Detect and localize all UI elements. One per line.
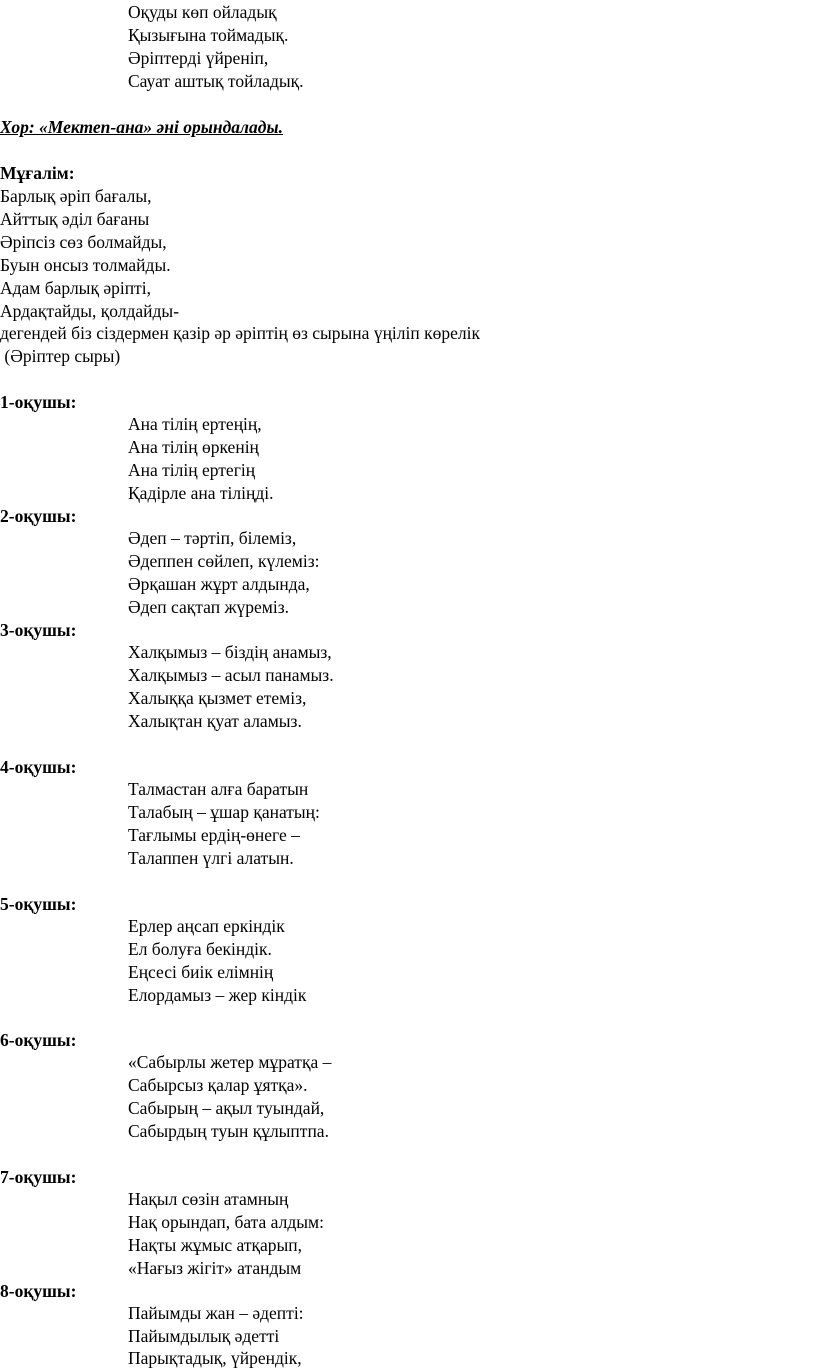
teacher-line: (Әріптер сыры) bbox=[0, 346, 121, 366]
student-label: 5-оқушы: bbox=[0, 894, 77, 914]
student-verse-line: Халқымыз – асыл панамыз. bbox=[128, 665, 334, 685]
teacher-line: Адам барлық әріпті, bbox=[0, 278, 151, 298]
student-verse-line: Ел болуға бекіндік. bbox=[128, 939, 272, 959]
intro-verse-line: Қызығына тоймадық. bbox=[128, 25, 289, 45]
student-verse-line: Халықтан қуат аламыз. bbox=[128, 711, 302, 731]
student-verse-line: Талаппен үлгі алатын. bbox=[128, 848, 294, 868]
teacher-line: Айттық әділ бағаны bbox=[0, 209, 150, 229]
student-verse-line: Пайымды жан – әдепті: bbox=[128, 1303, 304, 1323]
student-verse-line: Ана тілің ертегің bbox=[128, 460, 256, 480]
student-verse-line: Халыққа қызмет етеміз, bbox=[128, 688, 307, 708]
teacher-line: Буын онсыз толмайды. bbox=[0, 255, 171, 275]
student-verse-line: Әрқашан жұрт алдында, bbox=[128, 574, 310, 594]
intro-verse-line: Сауат аштық тойладық. bbox=[128, 71, 304, 91]
teacher-label: Мұғалім: bbox=[0, 163, 75, 183]
teacher-line: Әріпсіз сөз болмайды, bbox=[0, 232, 167, 252]
intro-verse-line: Әріптерді үйреніп, bbox=[128, 48, 269, 68]
student-verse-line: «Сабырлы жетер мұратқа – bbox=[128, 1052, 332, 1072]
student-label: 3-оқушы: bbox=[0, 620, 77, 640]
student-verse-line: Нақ орындап, бата алдым: bbox=[128, 1212, 324, 1232]
student-verse-line: Тағлымы ердің-өнеге – bbox=[128, 825, 300, 845]
student-verse-line: Сабырдың туын құлыптпа. bbox=[128, 1121, 329, 1141]
student-label: 6-оқушы: bbox=[0, 1030, 77, 1050]
student-verse-line: «Нағыз жігіт» атандым bbox=[128, 1258, 302, 1278]
chorus-note: Хор: «Мектеп-ана» әні орындалады. bbox=[0, 117, 283, 137]
student-verse-line: Талабың – ұшар қанатың: bbox=[128, 802, 320, 822]
student-verse-line: Талмастан алға баратын bbox=[128, 779, 309, 799]
student-verse-line: Нақыл сөзін атамның bbox=[128, 1189, 289, 1209]
student-verse-line: Әдеп – тәртіп, білеміз, bbox=[128, 528, 297, 548]
student-verse-line: Парықтадық, үйрендік, bbox=[128, 1348, 302, 1368]
student-label: 7-оқушы: bbox=[0, 1167, 77, 1187]
intro-verse-line: Оқуды көп ойладық bbox=[128, 2, 277, 22]
student-label: 1-оқушы: bbox=[0, 392, 77, 412]
student-verse-line: Әдеппен сөйлеп, күлеміз: bbox=[128, 551, 320, 571]
teacher-line: Барлық әріп бағалы, bbox=[0, 186, 152, 206]
student-verse-line: Қадірле ана тіліңді. bbox=[128, 483, 274, 503]
student-verse-line: Пайымдылық әдетті bbox=[128, 1326, 280, 1346]
student-label: 2-оқушы: bbox=[0, 506, 77, 526]
teacher-line: Ардақтайды, қолдайды- bbox=[0, 301, 180, 321]
student-verse-line: Еңсесі биік елімнің bbox=[128, 962, 274, 982]
student-verse-line: Ана тілің өркенің bbox=[128, 437, 259, 457]
student-label: 4-оқушы: bbox=[0, 757, 77, 777]
student-verse-line: Сабырсыз қалар ұятқа». bbox=[128, 1075, 308, 1095]
student-verse-line: Ана тілің ертеңің, bbox=[128, 414, 262, 434]
student-verse-line: Елордамыз – жер кіндік bbox=[128, 985, 307, 1005]
student-verse-line: Сабырың – ақыл туындай, bbox=[128, 1098, 325, 1118]
student-verse-line: Халқымыз – біздің анамыз, bbox=[128, 642, 332, 662]
student-verse-line: Ерлер аңсап еркіндік bbox=[128, 916, 285, 936]
student-verse-line: Әдеп сақтап жүреміз. bbox=[128, 597, 290, 617]
teacher-line: дегендей біз сіздермен қазір әр әріптің өз сырына үңіліп көрелік bbox=[0, 323, 480, 343]
student-verse-line: Нақты жұмыс атқарып, bbox=[128, 1235, 302, 1255]
student-label: 8-оқушы: bbox=[0, 1281, 77, 1301]
